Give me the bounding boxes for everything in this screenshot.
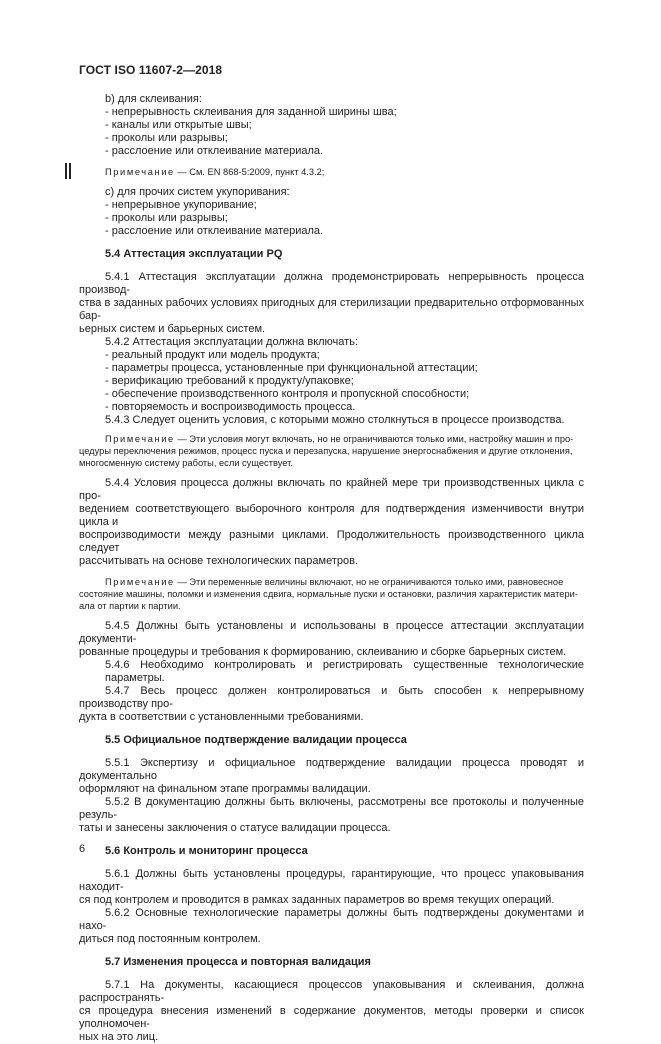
other-list (79, 199, 584, 238)
change-bar-left (65, 163, 67, 179)
document-body (79, 93, 584, 1044)
note-1: Примечание — См. EN 868-5:2009, пункт 4.3.2; (105, 167, 325, 177)
paragraph-5-4-2: 5.4.2 Аттестация эксплуатации должна включать: (105, 336, 358, 348)
list-item: - обеспечение производственного контроля и пропускной способности; (105, 388, 584, 401)
paragraph-5-4-6: 5.4.6 Необходимо контролировать и регистрировать существенные технологические параметры. (105, 659, 584, 684)
paragraph-5-6-2: 5.6.2 Основные технологические параметры должны быть подтверждены документами и нахо- диться под постоянным контролем. (79, 907, 584, 945)
page-number: 6 (79, 843, 86, 855)
list-item: - расслоение или отклеивание материала. (105, 145, 584, 158)
section-heading-5-7: 5.7 Изменения процесса и повторная валидация (105, 956, 371, 968)
document-header: ГОСТ ISO 11607-2—2018 (79, 63, 223, 77)
section-heading-5-6: 5.6 Контроль и мониторинг процесса (105, 845, 308, 857)
paragraph-5-4-1: 5.4.1 Аттестация эксплуатации должна продемонстрировать непрерывность процесса производ- ства в заданных рабочих условиях пригодных для стерилизации предварительно отформованных бар- ьерных систем и барьерных систем. (79, 271, 584, 335)
sealing-list (79, 106, 584, 158)
paragraph-5-4-7: 5.4.7 Весь процесс должен контролироваться и быть способен к непрерывному производству про- дукта в соответствии с установленными требованиями. (79, 685, 584, 723)
note-2: Примечание — Эти условия могут включать, но не ограничиваются только ими, настройку машин и про- цедуры переключения режимов, процесс пуска и перезапуска, нарушение энергоснабжения и другие отклонения, многосменную систему работы, если существует. (79, 434, 574, 468)
paragraph-5-4-3: 5.4.3 Следует оценить условия, с которыми можно столкнуться в процессе производства. (105, 414, 565, 426)
list-item: - параметры процесса, установленные при функциональной аттестации; (105, 362, 584, 375)
list-item: - каналы или открытые швы; (105, 119, 584, 132)
list-item: - расслоение или отклеивание материала. (105, 225, 584, 238)
other-intro: с) для прочих систем укупоривания: (105, 186, 290, 198)
list-item: - непрерывность склеивания для заданной ширины шва; (105, 106, 584, 119)
paragraph-5-6-1: 5.6.1 Должны быть установлены процедуры, гарантирующие, что процесс упаковывания находит- ся под контролем и проводится в рамках заданных параметров во время текущих операций. (79, 868, 584, 906)
sealing-intro: b) для склеивания: (105, 93, 202, 105)
section-heading-5-4: 5.4 Аттестация эксплуатации PQ (105, 248, 283, 260)
list-item: - проколы или разрывы; (105, 132, 584, 145)
paragraph-5-4-5: 5.4.5 Должны быть установлены и использованы в процессе аттестации эксплуатации документи- рованные процедуры и требования к формированию, склеиванию и сборке барьерных систем. (79, 620, 584, 658)
paragraph-5-5-2: 5.5.2 В документацию должны быть включены, рассмотрены все протоколы и полученные резуль- таты и занесены заключения о статусе валидации процесса. (79, 796, 584, 834)
paragraph-5-4-4: 5.4.4 Условия процесса должны включать по крайней мере три производственных цикла с про- ведением соответствующего выборочного контроля для подтверждения изменчивости внутри цикла и воспроизводимости между разными циклами. Продолжительность производственного цикла следует рассчитывать на основе технологических параметров. (79, 477, 584, 567)
list-item: - непрерывное укупоривание; (105, 199, 584, 212)
paragraph-5-5-1: 5.5.1 Экспертизу и официальное подтверждение валидации процесса проводят и документально оформляют на финальном этапе программы валидации. (79, 757, 584, 795)
list-item: - реальный продукт или модель продукта; (105, 349, 584, 362)
paragraph-5-7-1: 5.7.1 На документы, касающиеся процессов упаковывания и склеивания, должна распространять- ся процедура внесения изменений в содержание документов, методы проверки и список уполномочен- ных на это лиц. (79, 979, 584, 1043)
list-item: - верификацию требований к продукту/упаковке; (105, 375, 584, 388)
list-item: - проколы или разрывы; (105, 212, 584, 225)
pq-list (79, 349, 584, 414)
section-heading-5-5: 5.5 Официальное подтверждение валидации процесса (105, 734, 407, 746)
change-bar-right (69, 163, 71, 179)
note-3: Примечание — Эти переменные величины включают, но не ограничиваются только ими, равновесное состояние машины, поломки и изменения сдвига, нормальные пуски и остановки, различия характеристик матери- ала от партии к партии. (79, 577, 578, 611)
list-item: - повторяемость и воспроизводимость процесса. (105, 401, 584, 414)
